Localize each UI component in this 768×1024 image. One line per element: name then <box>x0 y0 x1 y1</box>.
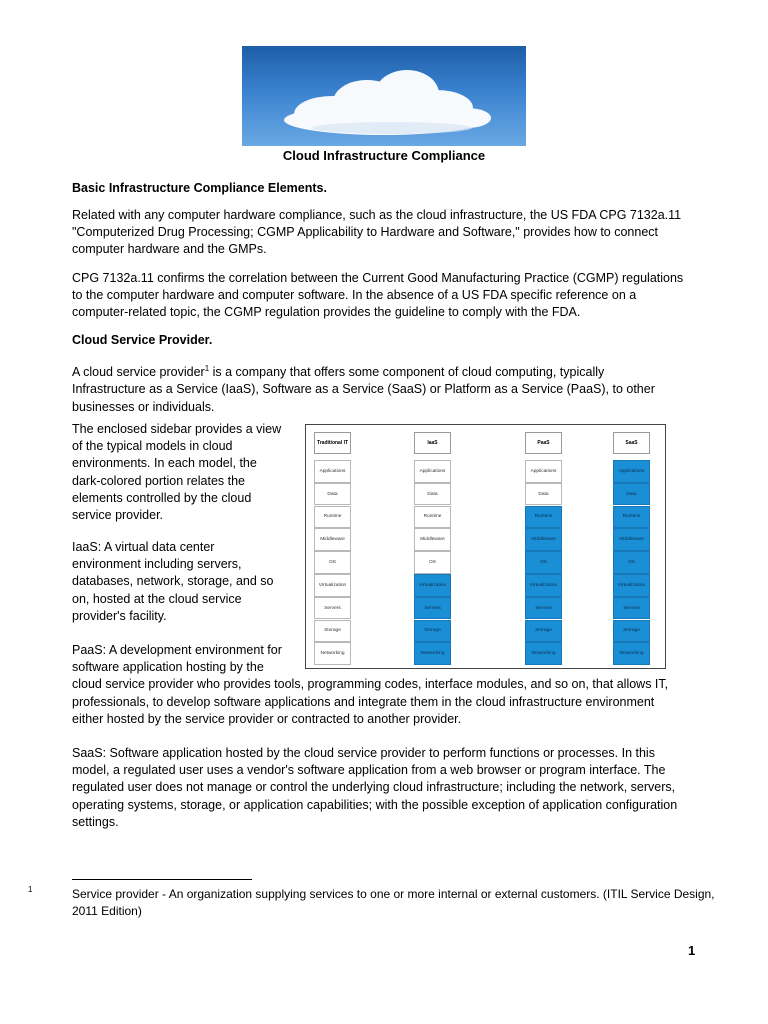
diagram-layer-cell: Storage <box>525 620 562 643</box>
text-span: A cloud service provider <box>72 365 205 380</box>
page-title: Cloud Infrastructure Compliance <box>282 148 486 163</box>
text-line: provider's facility. <box>72 608 167 623</box>
diagram-layer-cell: Servers <box>414 597 451 620</box>
text-line: regulated user does not manage or control the underlying cloud infrastructure; including the network, servers, <box>72 780 676 795</box>
diagram-layer-cell: Storage <box>314 620 351 643</box>
paragraph-saas <box>72 745 677 831</box>
text-line: Service provider - An organization supplying services to one or more internal or external customers. (ITIL Service Design, <box>72 887 715 901</box>
diagram-layer-cell: Applications <box>414 460 451 483</box>
diagram-layer-cell: Runtime <box>414 506 451 529</box>
diagram-layer-cell: Virtualization <box>314 574 351 597</box>
diagram-layer-cell: Applications <box>525 460 562 483</box>
paragraph-cpg-correlation <box>72 270 683 322</box>
section-heading-csp: Cloud Service Provider. <box>72 333 213 347</box>
diagram-layer-cell: Virtualization <box>414 574 451 597</box>
diagram-column-header: Traditional IT <box>314 432 351 454</box>
diagram-layer-cell: Runtime <box>314 506 351 529</box>
diagram-layer-cell: Virtualization <box>525 574 562 597</box>
text-line: to the computer hardware and computer software. In the absence of a US FDA specific reference on a <box>72 288 637 303</box>
text-line: software application hosting by the <box>72 660 264 675</box>
diagram-layer-cell: Middleware <box>314 528 351 551</box>
text-line: environments. In each model, the <box>72 456 257 471</box>
diagram-layer-cell: OS <box>525 551 562 574</box>
diagram-layer-cell: Storage <box>613 620 650 643</box>
footnote-marker: 1 <box>28 885 33 894</box>
diagram-layer-cell: Virtualization <box>613 574 650 597</box>
diagram-layer-cell: Storage <box>414 620 451 643</box>
diagram-layer-cell: Middleware <box>613 528 650 551</box>
cloud-service-models-diagram <box>305 424 666 669</box>
paragraph-cpg-intro <box>72 207 681 259</box>
diagram-layer-cell: Runtime <box>525 506 562 529</box>
text-line: databases, network, storage, and so <box>72 574 274 589</box>
diagram-column-header: SaaS <box>613 432 650 454</box>
text-line: cloud service provider who provides tools, programming codes, interface modules, and so on, that allows IT, <box>72 677 669 692</box>
diagram-layer-cell: Networking <box>525 642 562 665</box>
diagram-layer-cell: Middleware <box>414 528 451 551</box>
text-line: CPG 7132a.11 confirms the correlation between the Current Good Manufacturing Practice (CGMP) regulations <box>72 271 684 285</box>
footnote-divider <box>72 879 252 880</box>
diagram-layer-cell: Runtime <box>613 506 650 529</box>
diagram-layer-cell: Data <box>613 483 650 506</box>
text-line: settings. <box>72 814 119 829</box>
text-line: either hosted by the service provider or contracted to another provider. <box>72 711 462 726</box>
diagram-layer-cell: Data <box>525 483 562 506</box>
text-line: on, hosted at the cloud service <box>72 591 242 606</box>
text-line: Infrastructure as a Service (IaaS), Software as a Service (SaaS) or Platform as a Service (PaaS), to other <box>72 382 655 397</box>
diagram-layer-cell: Networking <box>613 642 650 665</box>
text-span: is a company that offers some component of cloud computing, typically <box>209 365 605 380</box>
text-line: "Computerized Drug Processing; CGMP Applicability to Hardware and Software," provides how to connect <box>72 225 659 240</box>
text-line: PaaS: A development environment for <box>72 643 282 657</box>
text-line: environment including servers, <box>72 557 242 572</box>
diagram-layer-cell: Applications <box>314 460 351 483</box>
text-line: of the typical models in cloud <box>72 439 233 454</box>
paragraph-iaas <box>72 539 297 625</box>
diagram-layer-cell: OS <box>613 551 650 574</box>
text-line: Related with any computer hardware compliance, such as the cloud infrastructure, the US FDA CPG 7132a.11 <box>72 208 682 222</box>
text-line: model, a regulated user uses a vendor's software application from a web browser or program interface. The <box>72 763 666 778</box>
diagram-layer-cell: Middleware <box>525 528 562 551</box>
text-line: SaaS: Software application hosted by the cloud service provider to perform functions or processes. In this <box>72 746 655 760</box>
footnote-reference[interactable]: 1 <box>204 364 210 373</box>
text-line: professionals, to develop software applications and integrate them in the cloud infrastructure environment <box>72 694 655 709</box>
text-line <box>72 360 655 381</box>
diagram-layer-cell: Servers <box>525 597 562 620</box>
diagram-column-header: PaaS <box>525 432 562 454</box>
text-line: The enclosed sidebar provides a view <box>72 422 282 436</box>
text-line: IaaS: A virtual data center <box>72 540 215 554</box>
diagram-layer-cell: Servers <box>314 597 351 620</box>
diagram-layer-cell: Networking <box>414 642 451 665</box>
diagram-layer-cell: OS <box>414 551 451 574</box>
diagram-layer-cell: Data <box>314 483 351 506</box>
paragraph-csp-definition <box>72 360 655 416</box>
text-line: dark-colored portion relates the <box>72 473 246 488</box>
text-line: computer-related topic, the CGMP regulation provides the guideline to comply with the FDA. <box>72 305 581 320</box>
text-line: 2011 Edition) <box>72 904 142 918</box>
diagram-column-header: IaaS <box>414 432 451 454</box>
diagram-layer-cell: Applications <box>613 460 650 483</box>
text-line: service provider. <box>72 508 164 523</box>
text-line: businesses or individuals. <box>72 399 215 414</box>
text-line: elements controlled by the cloud <box>72 490 252 505</box>
diagram-layer-cell: Networking <box>314 642 351 665</box>
paragraph-sidebar-intro <box>72 421 297 524</box>
diagram-layer-cell: OS <box>314 551 351 574</box>
section-heading-basic: Basic Infrastructure Compliance Elements. <box>72 181 327 195</box>
footnote-text <box>72 886 715 920</box>
page-number: 1 <box>688 943 696 958</box>
diagram-layer-cell: Servers <box>613 597 650 620</box>
cloud-image <box>242 46 526 146</box>
diagram-layer-cell: Data <box>414 483 451 506</box>
text-line: computer hardware and the GMPs. <box>72 242 267 257</box>
text-line: operating systems, storage, or application capabilities; with the possible exception of application configuration <box>72 797 678 812</box>
